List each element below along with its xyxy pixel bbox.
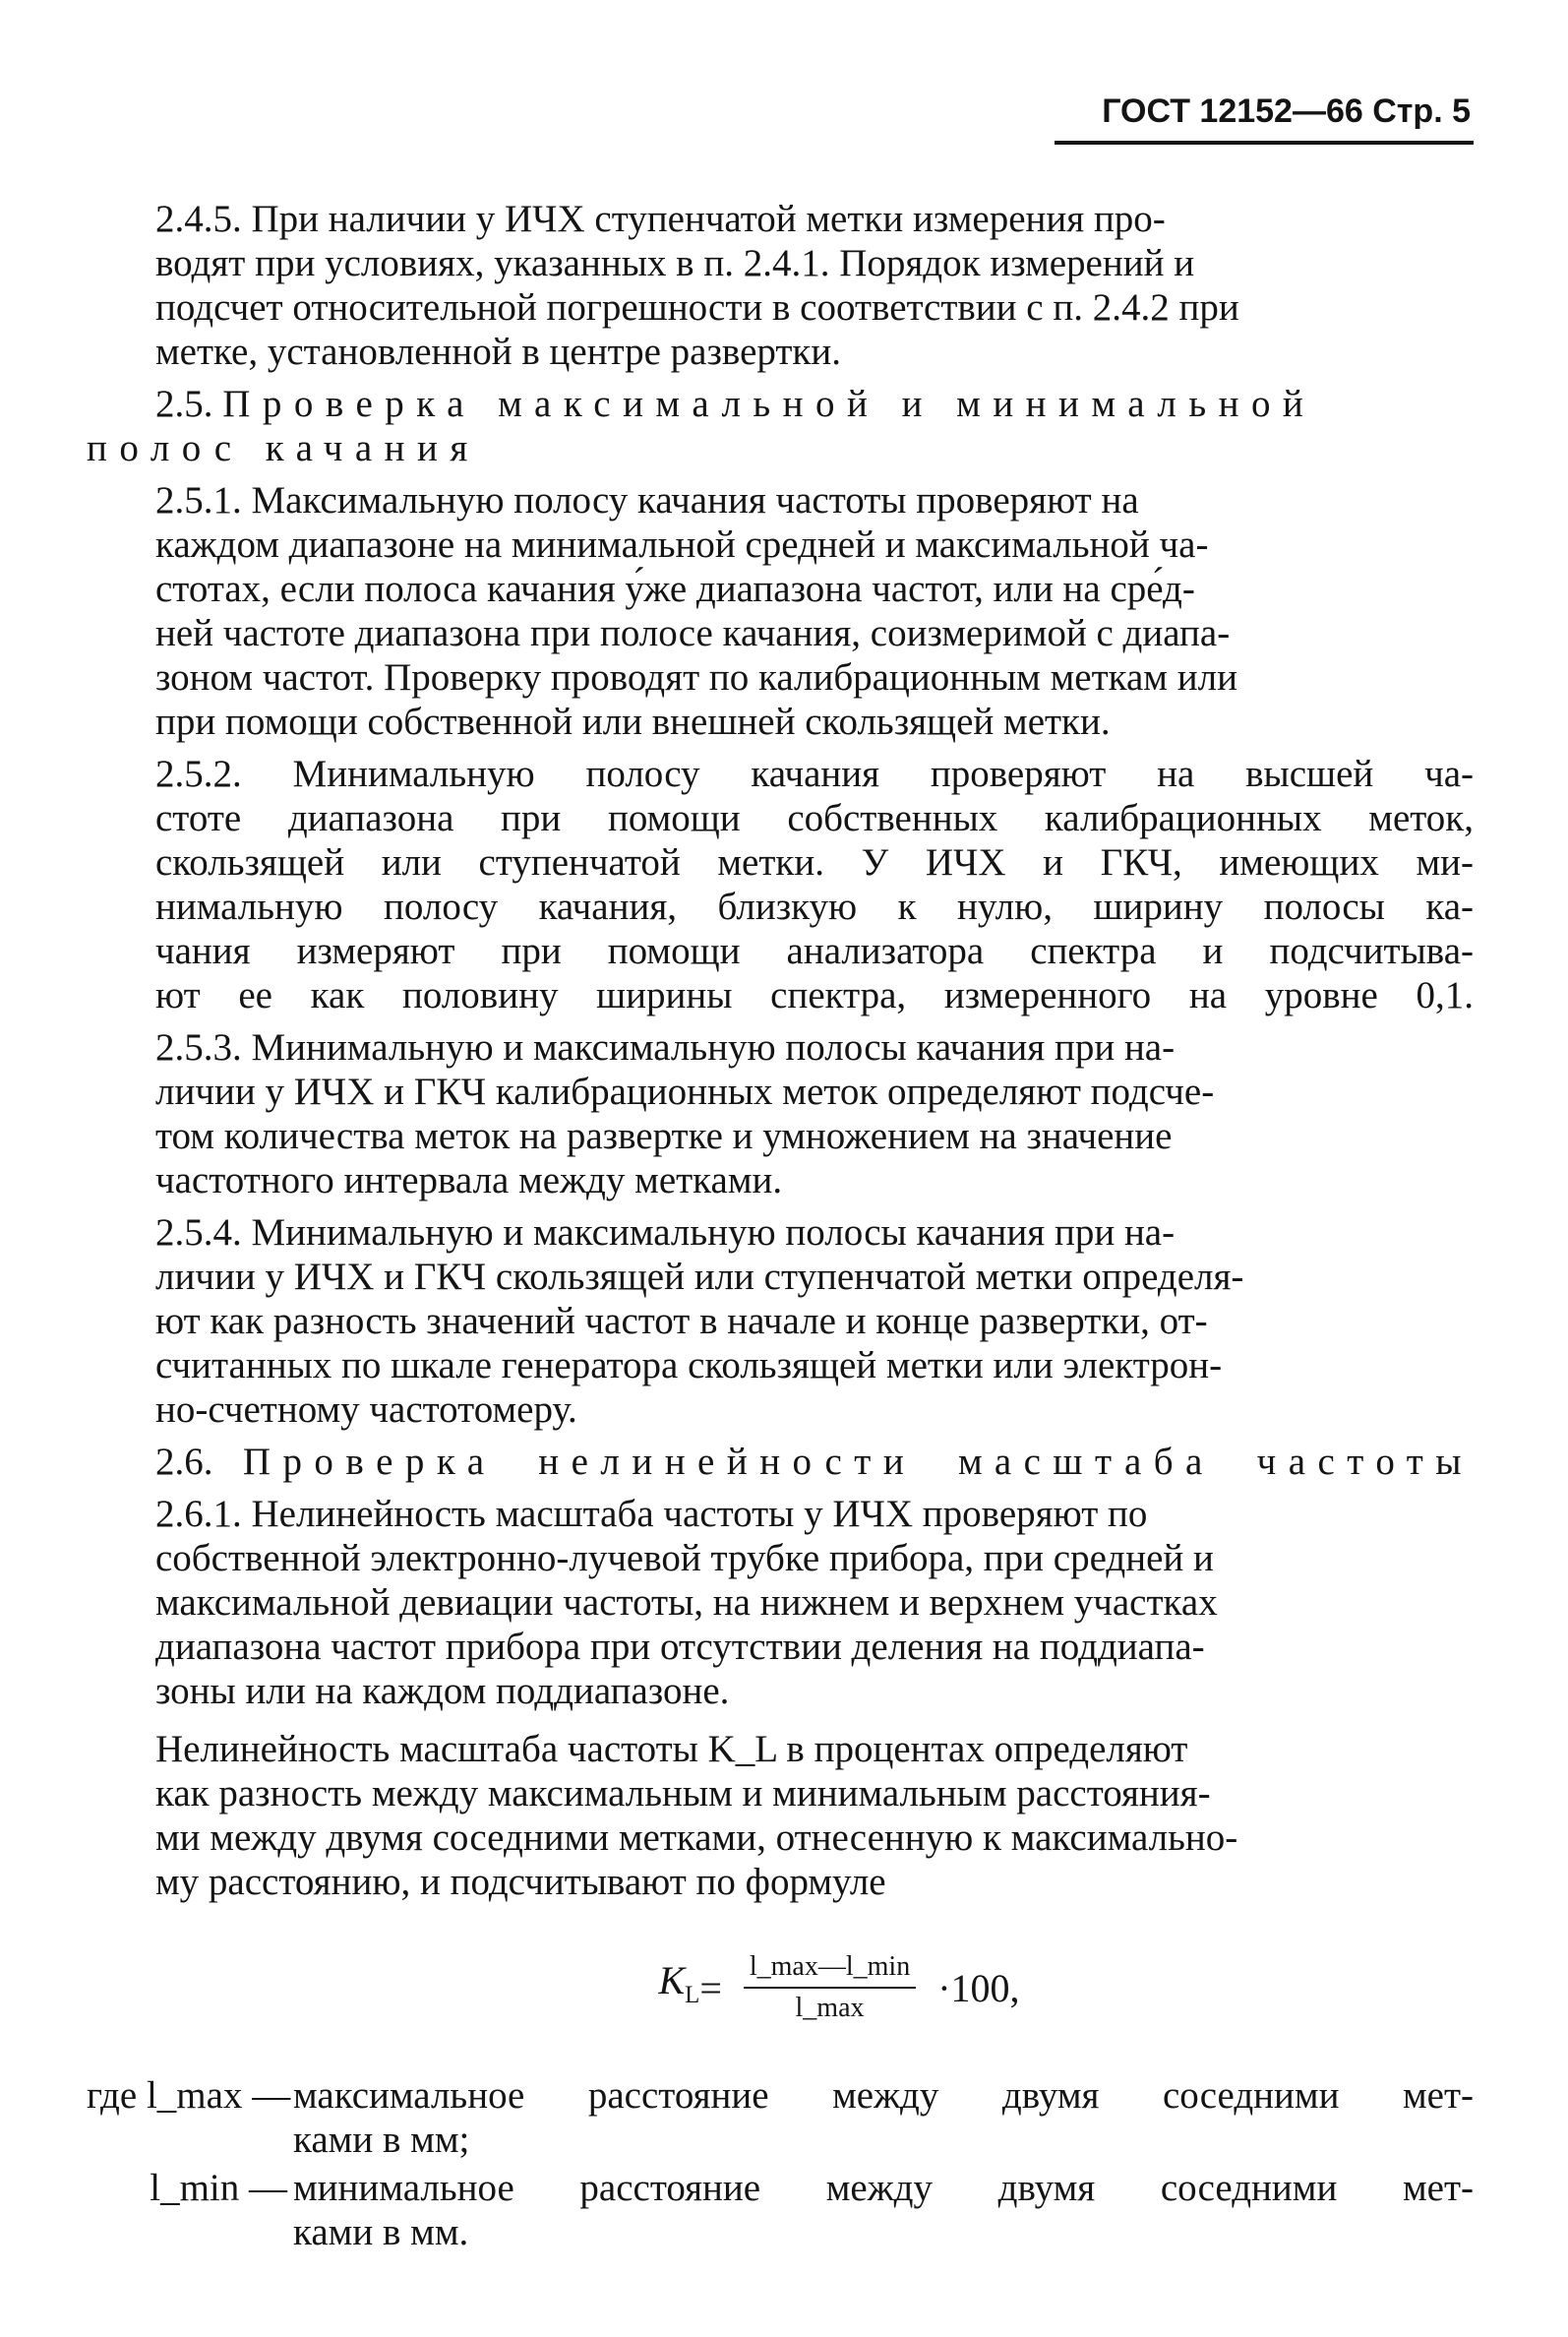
text-line: скользящей или ступенчатой метки. У ИЧХ и ГКЧ, имеющих ми- bbox=[155, 841, 1474, 884]
text-line: ют ее как половину ширины спектра, измеренного на уровне 0,1. bbox=[155, 974, 1474, 1016]
formula-numerator: l_max—l_min bbox=[744, 1947, 916, 1989]
text-line: 2.5.2. Минимальную полосу качания проверяют на высшей ча- bbox=[155, 753, 1474, 795]
text-line: подсчет относительной погрешности в соответствии с п. 2.4.2 при bbox=[155, 286, 1239, 329]
text-line: ют как разность значений частот в начале и конце развертки, от- bbox=[155, 1300, 1208, 1342]
page-header: ГОСТ 12152—66 Стр. 5 bbox=[1102, 92, 1471, 130]
text-line: стоте диапазона при помощи собственных калибрационных меток, bbox=[155, 797, 1474, 839]
text-line: 2.6.1. Нелинейность масштаба частоты у ИЧХ проверяют по bbox=[155, 1493, 1148, 1535]
text-line: каждом диапазоне на минимальной средней и максимальной ча- bbox=[155, 523, 1209, 566]
paragraph-2-6-1 bbox=[87, 1492, 1474, 1713]
text-line: 2.5.1. Максимальную полосу качания частоты проверяют на bbox=[155, 479, 1139, 522]
text-line: личии у ИЧХ и ГКЧ калибрационных меток определяют подсче- bbox=[155, 1071, 1215, 1113]
text-line: ней частоте диапазона при полосе качания, соизмеримой с диапа- bbox=[155, 612, 1231, 654]
section-number: 2.6. bbox=[155, 1441, 213, 1483]
text-line: минимальное расстояние между двумя соседними мет- bbox=[293, 2167, 1474, 2209]
text-line: Нелинейность масштаба частоты K_L в процентах определяют bbox=[155, 1728, 1188, 1770]
paragraph-2-5-1 bbox=[87, 478, 1474, 744]
text-line: но-счетному частотомеру. bbox=[155, 1388, 577, 1431]
text-line: считанных по шкале генератора скользящей метки или электрон- bbox=[155, 1344, 1223, 1386]
text-line: 2.5.3. Минимальную и максимальную полосы качания при на- bbox=[155, 1026, 1176, 1069]
text-line: стотах, если полоса качания у́же диапазона частот, или на сре́д- bbox=[155, 568, 1195, 610]
formula-denominator: l_max bbox=[795, 1993, 865, 2023]
formula-lhs: $K_L$ bbox=[658, 1958, 700, 2008]
formula-equals: = bbox=[699, 1965, 722, 2010]
text-line: водят при условиях, указанных в п. 2.4.1. Порядок измерений и bbox=[155, 242, 1195, 284]
section-heading-2-6 bbox=[87, 1440, 1474, 1484]
text-line: собственной электронно-лучевой трубке прибора, при средней и bbox=[155, 1537, 1214, 1579]
section-title: Проверка нелинейности масштаба частоты bbox=[242, 1441, 1474, 1483]
text-line: том количества меток на развертке и умножением на значение bbox=[155, 1115, 1173, 1157]
text-line: максимальной девиации частоты, на нижнем и верхнем участках bbox=[155, 1581, 1218, 1624]
section-title-part: Проверка максимальной и минимальной bbox=[222, 383, 1316, 425]
text-line: метке, установленной в центре развертки. bbox=[155, 331, 841, 373]
heading-line bbox=[87, 382, 1474, 426]
definitions-list bbox=[87, 2073, 1474, 2254]
paragraph-nonlinearity-definition bbox=[87, 1727, 1474, 1904]
paragraph-2-5-3 bbox=[87, 1025, 1474, 1202]
formula-kl bbox=[205, 1924, 1474, 2052]
definition-term-lmax: где l_max — bbox=[87, 2074, 291, 2117]
paragraph-2-5-2 bbox=[87, 752, 1474, 1017]
text-line: частотного интервала между метками. bbox=[155, 1159, 783, 1201]
text-line: 2.4.5. При наличии у ИЧХ ступенчатой метки измерения про- bbox=[155, 198, 1166, 240]
text-line: диапазона частот прибора при отсутствии деления на поддиапа- bbox=[155, 1626, 1205, 1668]
header-rule bbox=[1055, 141, 1474, 145]
definition-term-lmin: l_min — bbox=[150, 2167, 287, 2209]
text-line: зоном частот. Проверку проводят по калибрационным меткам или bbox=[155, 656, 1237, 699]
text-line: как разность между максимальным и минимальным расстояния- bbox=[155, 1772, 1211, 1814]
section-number: 2.5. bbox=[155, 383, 213, 425]
document-body bbox=[87, 197, 1474, 2254]
heading-line: полос качания bbox=[87, 427, 480, 469]
text-line: нимальную полосу качания, близкую к нулю, ширину полосы ка- bbox=[155, 886, 1474, 928]
text-line: чания измеряют при помощи анализатора спектра и подсчитыва- bbox=[155, 930, 1474, 972]
heading-line bbox=[87, 1440, 1474, 1484]
formula-tail: ·100, bbox=[937, 1965, 1020, 2010]
text-line: при помощи собственной или внешней скользящей метки. bbox=[155, 701, 1111, 743]
section-heading-2-5 bbox=[87, 382, 1474, 470]
formula-fraction bbox=[744, 1947, 916, 2028]
text-line: максимальное расстояние между двумя соседними мет- bbox=[293, 2074, 1474, 2117]
text-line: ками в мм. bbox=[293, 2211, 469, 2253]
text-line: зоны или на каждом поддиапазоне. bbox=[155, 1670, 730, 1712]
text-line: му расстоянию, и подсчитывают по формуле bbox=[155, 1861, 886, 1903]
text-line: 2.5.4. Минимальную и максимальную полосы качания при на- bbox=[155, 1211, 1176, 1254]
text-line: личии у ИЧХ и ГКЧ скользящей или ступенчатой метки определя- bbox=[155, 1256, 1244, 1298]
paragraph-2-4-5 bbox=[87, 197, 1474, 374]
paragraph-2-5-4 bbox=[87, 1210, 1474, 1432]
definition-text-lmin bbox=[293, 2166, 1474, 2254]
definition-text-lmax bbox=[293, 2073, 1474, 2162]
text-line: ми между двумя соседними метками, отнесенную к максимально- bbox=[155, 1816, 1238, 1859]
text-line: ками в мм; bbox=[293, 2119, 470, 2161]
